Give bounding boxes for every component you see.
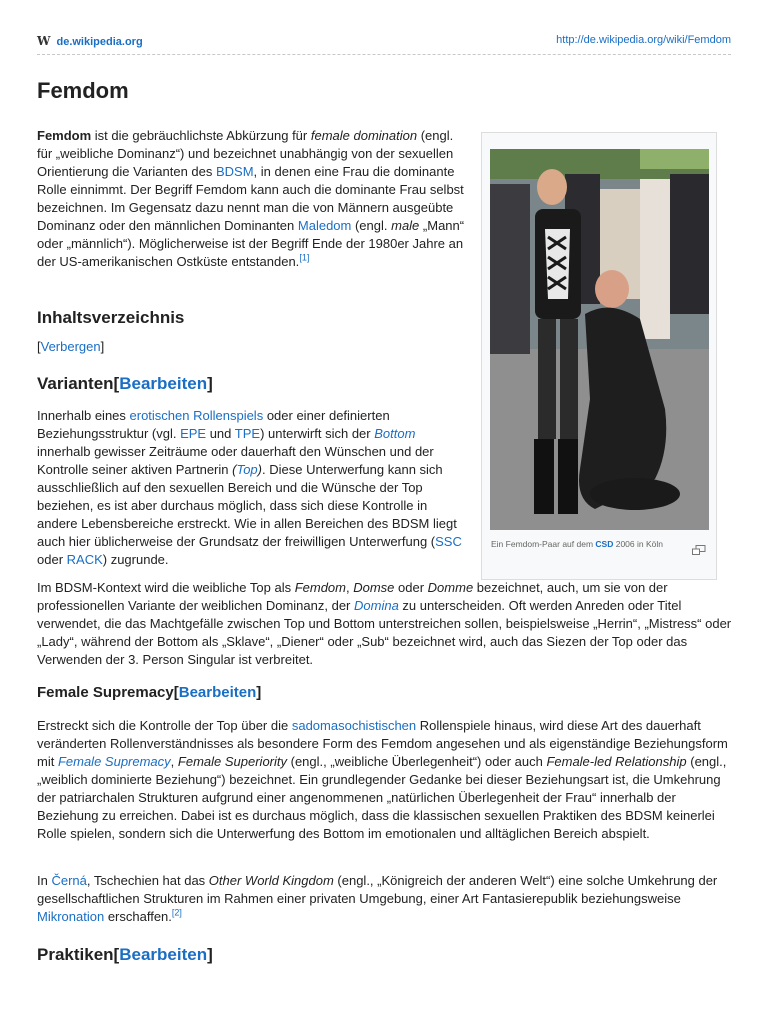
text: Erstreckt sich die Kontrolle der Top über die — [37, 718, 292, 733]
intro-text: (engl. — [351, 218, 392, 233]
text: (engl., „weiblich dominierte Beziehung“) bezeichnet. Ein grundlegender Gedanke bei dieser Beziehungsart ist, die Umkehrung der patriarchalen Strukturen aufgrund einer angenommenen „natürlichen Überlegenheit der Frau“ innerhalb der Beziehung zu erreichen. Dabei ist es durchaus möglich, dass die klassischen sexuellen Praktiken des BDSM keinerlei Rolle spielen, sondern sich die Unterwerfung des Bottom im emotionalen und alltäglichen Bereich abspielt. — [37, 754, 727, 841]
text: innerhalb gewisser Zeiträume oder dauerhaft den Wünschen und der Kontrolle seiner aktiven Partnerin — [37, 444, 434, 477]
text: oder einer definierten Beziehungsstruktur (vgl. — [37, 408, 390, 441]
link-epe[interactable]: EPE — [180, 426, 207, 441]
text: , Tschechien hat das — [86, 873, 209, 888]
text: (engl., „weibliche Überlegenheit“) oder auch — [287, 754, 547, 769]
text: In — [37, 873, 52, 888]
term-female-superiority: Female Superiority — [177, 754, 288, 769]
section-heading-praktiken — [37, 945, 213, 965]
toc-heading: Inhaltsverzeichnis — [37, 308, 185, 327]
text: oder — [394, 580, 428, 595]
text: Rollenspiele hinaus, wird diese Art des dauerhaft veränderten Rollenverständnisses als besondere Form des Femdom angesehen und als eigenständige Beziehungsform mit — [37, 718, 728, 769]
site-header — [37, 34, 731, 54]
intro-text: , in denen eine Frau die dominante Rolle einnimmt. Der Begriff Femdom kann auch die dominante Frau selbst bezeichnen. Im Gegensatz dazu nennt man die von Männern ausgeübte Dominanz oder den männlichen Dominanten — [37, 164, 464, 233]
link-sadomasochistischen[interactable]: sadomasochistischen — [291, 718, 417, 733]
intro-term-en: female domination — [310, 128, 418, 143]
term-female-led: Female-led Relationship — [546, 754, 687, 769]
text: . Diese Unterwerfung kann sich ausschließlich auf den sexuellen Bereich und die Wünsche der Top beziehen, es ist aber durchaus möglich, dass sich diese Kontrolle in andere Lebensbereiche erstreckt. Wie in allen Bereichen des BDSM liegt auch hier üblicherweise der Grundsatz der freiwilligen Unterwerfung ( — [37, 462, 457, 549]
edit-bracket: ] — [256, 684, 262, 701]
intro-text: „Mann“ oder „männlich“). Möglicherweise ist der Begriff Ende der 1980er Jahre an der US-amerikanischen Ostküste entstanden. — [37, 218, 465, 269]
intro-term: Femdom — [37, 128, 92, 143]
edit-link-praktiken[interactable]: Bearbeiten — [119, 945, 208, 964]
intro-paragraph — [37, 127, 469, 271]
link-maledom[interactable]: Maledom — [297, 218, 352, 233]
section-heading-female-supremacy — [37, 684, 261, 701]
caption-text: 2006 in Köln — [613, 539, 663, 549]
intro-text: (engl. für „weibliche Dominanz“) und bezeichnet unabhängig von der sexuellen Orientierung die Varianten des — [37, 128, 454, 179]
page-title: Femdom — [37, 78, 129, 103]
text: bezeichnet, auch, um sie von der professionellen Variante der weiblichen Dominanz, der — [37, 580, 668, 613]
text: und — [206, 426, 235, 441]
toc-bracket: [ — [37, 339, 41, 354]
wikipedia-logo-icon: W — [37, 34, 51, 48]
link-domina[interactable]: Domina — [354, 598, 399, 613]
toc-toggle-link[interactable]: Verbergen — [40, 339, 101, 354]
edit-link-varianten[interactable]: Bearbeiten — [119, 374, 208, 393]
section-title: Varianten — [37, 374, 114, 393]
edit-bracket: [ — [113, 945, 120, 964]
photo-illustration — [490, 149, 709, 530]
enlarge-icon[interactable] — [692, 545, 706, 555]
edit-bracket: [ — [173, 684, 179, 701]
link-ssc[interactable]: SSC — [435, 534, 462, 549]
caption-text: Ein Femdom-Paar auf dem — [491, 539, 596, 549]
link-mikronation[interactable]: Mikronation — [37, 909, 105, 924]
page-url-link[interactable]: http://de.wikipedia.org/wiki/Femdom — [556, 34, 731, 46]
text: ) zugrunde. — [102, 552, 169, 567]
text: , — [346, 580, 354, 595]
figure-photo[interactable] — [490, 149, 709, 530]
figure-thumbnail — [481, 132, 717, 580]
section-title: Praktiken — [37, 945, 114, 964]
link-female-supremacy[interactable]: Female Supremacy — [57, 754, 171, 769]
varianten-paragraph-1 — [37, 407, 469, 569]
supremacy-paragraph-2 — [37, 872, 733, 926]
edit-bracket: [ — [113, 374, 120, 393]
text: (engl., „Königreich der anderen Welt“) eine solche Umkehrung der gesellschaftlichen Strukturen im Rahmen einer privaten Umgebung, einer Art Fantasierepublik beziehungsweise — [37, 873, 718, 906]
supremacy-paragraph-1 — [37, 717, 733, 843]
intro-text: ist die gebräuchlichste Abkürzung für — [91, 128, 311, 143]
intro-male: male — [391, 218, 420, 233]
text: ( — [232, 462, 237, 477]
text: Im BDSM-Kontext wird die weibliche Top als — [37, 580, 295, 595]
toc-toggle-line — [37, 338, 104, 356]
term-femdom: Femdom — [294, 580, 346, 595]
text: , — [170, 754, 178, 769]
link-csd[interactable]: CSD — [595, 539, 614, 549]
link-top[interactable]: Top — [236, 462, 258, 477]
header-divider — [37, 54, 731, 55]
text: Innerhalb eines — [37, 408, 130, 423]
link-bdsm[interactable]: BDSM — [215, 164, 254, 179]
link-erotisches-rollenspiel[interactable]: erotischen Rollenspiels — [129, 408, 264, 423]
site-link[interactable] — [37, 34, 143, 48]
term-domme: Domme — [427, 580, 474, 595]
site-name[interactable]: de.wikipedia.org — [56, 36, 143, 48]
text: ) unterwirft sich der — [260, 426, 375, 441]
link-bottom[interactable]: Bottom — [374, 426, 416, 441]
section-heading-varianten — [37, 374, 213, 394]
varianten-paragraph-2 — [37, 579, 733, 669]
link-tpe[interactable]: TPE — [234, 426, 261, 441]
edit-bracket: ] — [207, 374, 213, 393]
link-rack[interactable]: RACK — [66, 552, 103, 567]
figure-caption — [491, 538, 683, 550]
text: zu unterscheiden. Oft werden Anreden oder Titel verwendet, die das Machtgefälle zwischen Top und Bottom unterstreichen sollen, beispielsweise „Herrin“, „Mistress“ oder „Lady“, während der Bottom als „Sklave“, „Diener“ oder „Sub“ bezeichnet wird, auch das Siezen der Top oder das Verwenden der 3. Person Singular ist verbreitet. — [37, 598, 732, 667]
toc-bracket: ] — [100, 339, 105, 354]
link-cerna[interactable]: Černá — [51, 873, 87, 888]
section-title: Female Supremacy — [37, 684, 174, 701]
text: oder — [37, 552, 67, 567]
edit-bracket: ] — [207, 945, 213, 964]
text: erschaffen. — [104, 909, 172, 924]
term-domse: Domse — [353, 580, 395, 595]
text: ) — [257, 462, 263, 477]
edit-link-female-supremacy[interactable]: Bearbeiten — [178, 684, 257, 701]
term-other-world-kingdom: Other World Kingdom — [208, 873, 334, 888]
ref-2-link[interactable]: [2] — [171, 907, 182, 918]
ref-1-link[interactable]: [1] — [299, 252, 310, 263]
